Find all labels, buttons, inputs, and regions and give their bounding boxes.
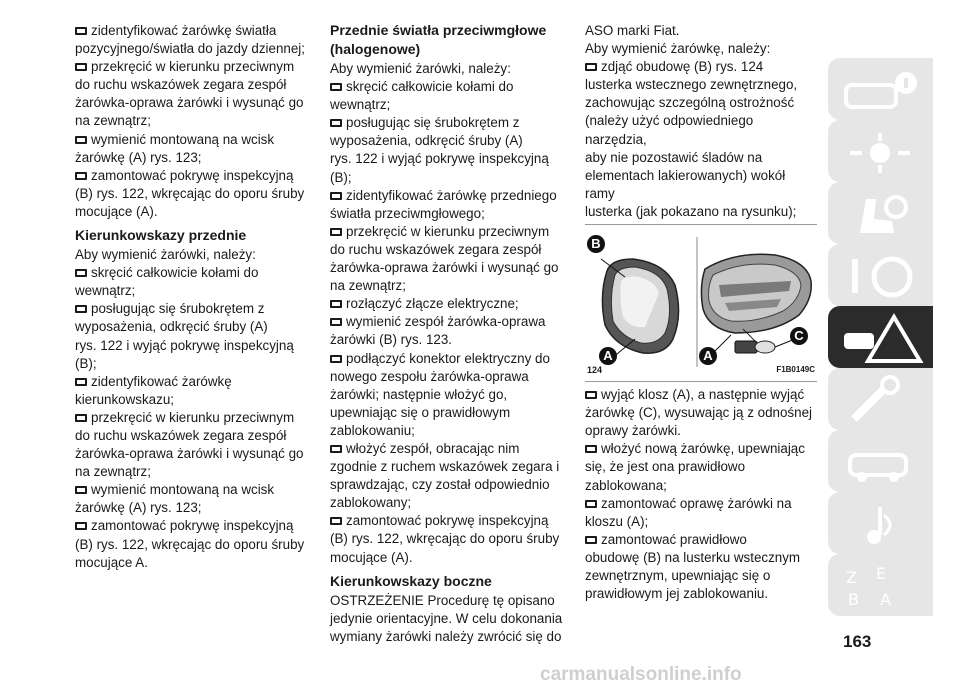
text-line: wewnątrz; [75,283,136,299]
bullet-line [75,22,307,40]
bullet-line [330,295,563,313]
svg-text:A: A [880,590,891,609]
svg-text:B: B [848,590,859,609]
page-number: 163 [843,632,872,651]
chapter-tabs [828,58,933,623]
technical-data-car-icon [840,437,924,487]
bullet-text: zamontować oprawę żarówki na [601,495,792,511]
car-info-icon [840,65,924,115]
text-line: lusterka wstecznego zewnętrznego, [585,77,798,93]
bullet-icon [330,517,342,525]
bullet-text: posługując się śrubokrętem z [346,115,520,131]
text-line: upewniając się o prawidłowym [330,404,511,420]
section-heading: Kierunkowskazy przednie [75,227,247,244]
bullet-line [75,300,307,318]
text-line: zablokowaniu; [330,422,415,438]
bullet-icon [330,228,342,236]
bullet-text: przekręcić w kierunku przeciwnym [346,223,550,239]
section-heading: Kierunkowskazy boczne [330,572,492,589]
callout-b: B [587,235,605,253]
column-3-intro [585,22,817,221]
bullet-icon [585,536,597,544]
text-line: do ruchu wskazówek zegara zespół [330,241,542,257]
text-line: żarówkę (A) rys. 123; [75,149,202,165]
text-line: prawidłowym jej zablokowaniu. [585,586,769,602]
bullet-icon [330,119,342,127]
bullet-line [585,440,817,458]
bullet-line [75,264,307,282]
text-line: żarówka-oprawa żarówki i wysunąć go [330,260,559,276]
text-line: żarówki (B) rys. 123. [330,332,453,348]
bullet-icon [75,305,87,313]
bullet-line [330,350,563,368]
text-line: mocujące (A). [75,203,158,219]
bullet-icon [75,269,87,277]
bullet-text: przekręcić w kierunku przeciwnym [91,409,295,425]
bullet-line [585,495,817,513]
bullet-line [75,167,307,185]
chapter-tab[interactable] [828,120,933,182]
text-line: OSTRZEŻENIE Procedurę tę opisano [330,592,555,608]
text-line: (B) rys. 122, wkręcając do oporu śruby [75,536,305,552]
section-heading: (halogenowe) [330,41,421,57]
text-line: ASO marki Fiat. [585,23,680,38]
text-line: światła przeciwmgłowego; [330,205,485,221]
dashboard-lights-icon [840,127,924,177]
text-line: wyposażenia, odkręcić śruby (A) [75,319,268,335]
text-line: nowego zespołu żarówka-oprawa [330,368,529,384]
bullet-text: zamontować prawidłowo [601,531,747,547]
figure-number: 124 [587,364,603,375]
airbag-seat-icon [840,189,924,239]
text-line: żarówki; następnie włożyć go, [330,386,508,402]
bullet-line [330,114,563,132]
chapter-tab[interactable] [828,306,933,368]
text-line: obudowę (B) na lusterku wstecznym [585,549,801,565]
bullet-icon [330,318,342,326]
chapter-tab[interactable] [828,368,933,430]
text-line: zablokowana; [585,477,667,493]
bullet-icon [75,486,87,494]
text-line: żarówka-oprawa żarówki i wysunąć go [75,446,304,462]
bullet-text: zdjąć obudowę (B) rys. 124 [601,59,764,75]
text-line: (B) rys. 122, wkręcając do oporu śruby [75,185,305,201]
text-line: wyposażenia, odkręcić śruby (A) [330,133,523,149]
bullet-line [585,531,817,549]
text-line: Aby wymienić żarówkę, należy: [585,41,771,57]
text-line: mocujące A. [75,554,148,570]
text-line: zablokowany; [330,495,412,511]
bullet-icon [585,500,597,508]
chapter-tab[interactable] [828,244,933,306]
text-column-1 [75,22,307,572]
bullet-line [330,440,563,458]
bullet-icon [75,378,87,386]
bullet-icon [585,63,597,71]
bullet-text: włożyć zespół, obracając nim [346,440,520,456]
bullet-icon [585,445,597,453]
bullet-line [75,517,307,535]
bullet-icon [330,355,342,363]
bullet-text: wymienić montowaną na wcisk [91,131,275,147]
bullet-icon [75,27,87,35]
steering-wheel-key-icon [840,251,924,301]
text-line: rys. 122 i wyjąć pokrywę inspekcyjną [330,151,549,167]
bullet-line [75,481,307,499]
figure-bottom-rule [585,381,817,382]
text-line: oprawy żarówki. [585,423,681,439]
maintenance-wrench-icon [840,375,924,425]
text-line: kierunkowskazu; [75,391,174,407]
bullet-icon [75,522,87,530]
svg-text:Z: Z [846,568,857,587]
bullet-line [75,409,307,427]
text-line: rys. 122 i wyjąć pokrywę inspekcyjną [75,337,294,353]
mirror-glass-drawing [602,259,678,353]
bullet-text: skręcić całkowicie kołami do [91,265,259,281]
text-line: elementach lakierowanych) wokół ramy [585,167,786,201]
text-line: sprawdzając, czy został odpowiednio [330,477,550,493]
callout-c: C [790,327,808,345]
figure-code: F1B0149C [776,364,815,374]
text-line: kloszu (A); [585,513,649,529]
bullet-text: zidentyfikować żarówkę światła [91,23,277,38]
text-line: wymiany żarówki należy zwrócić się do [330,628,562,644]
text-line: na zewnątrz; [75,113,151,129]
bullet-line [330,78,563,96]
text-line: wewnątrz; [330,97,391,113]
bullet-text: wymienić zespół żarówka-oprawa [346,314,546,330]
text-line: do ruchu wskazówek zegara zespół [75,77,287,93]
text-line: żarówkę (C), wysuwając ją z odnośnej [585,405,812,421]
bullet-line [330,512,563,530]
chapter-tab[interactable] [828,492,933,554]
text-line: żarówkę (A) rys. 123; [75,500,202,516]
breakdown-warning-icon [840,313,924,363]
bullet-icon [330,300,342,308]
bullet-text: rozłączyć złącze elektryczne; [346,296,519,312]
bullet-text: zamontować pokrywę inspekcyjną [91,518,294,534]
watermark: carmanualsonline.info [540,664,742,685]
bullet-line [75,131,307,149]
bullet-text: skręcić całkowicie kołami do [346,79,514,95]
bullet-text: posługując się śrubokrętem z [91,301,265,317]
bullet-icon [330,83,342,91]
bullet-text: zidentyfikować żarówkę przedniego [346,187,557,203]
text-line: zgodnie z ruchem wskazówek zegara i [330,459,560,475]
text-line: się, że jest ona prawidłowo [585,459,746,475]
bullet-icon [75,172,87,180]
text-line: (B); [75,355,97,371]
bullet-line [330,187,563,205]
bullet-line [75,58,307,76]
text-line: żarówka-oprawa żarówki i wysunąć go [75,95,304,111]
bullet-icon [585,391,597,399]
section-heading: Przednie światła przeciwmgłowe [330,22,547,38]
bullet-line [330,313,563,331]
text-column-3 [585,22,817,603]
multimedia-icon [840,499,924,549]
chapter-tab[interactable] [828,430,933,492]
bullet-line [585,58,817,76]
column-3-steps [585,386,817,603]
bullet-text: włożyć nową żarówkę, upewniając [601,441,805,457]
text-line: zachowując szczególną ostrożność [585,95,795,111]
bullet-line [75,373,307,391]
text-line: pozycyjnego/światła do jazdy dziennej; [75,41,306,57]
bullet-text: podłączyć konektor elektryczny do [346,350,550,366]
text-line: zewnętrznym, upewniając się o [585,567,771,583]
text-line: do ruchu wskazówek zegara zespół [75,427,287,443]
callout-a-right: A [699,347,717,365]
bullet-text: zamontować pokrywę inspekcyjną [346,513,549,529]
bullet-icon [75,63,87,71]
bullet-text: wyjąć klosz (A), a następnie wyjąć [601,387,805,403]
bullet-icon [75,414,87,422]
callout-a-left: A [599,347,617,365]
text-line: (B) rys. 122, wkręcając do oporu śruby [330,531,560,547]
text-line: (B); [330,169,352,185]
text-line: Aby wymienić żarówki, należy: [330,61,511,76]
bullet-icon [75,136,87,144]
svg-text:E: E [876,564,887,583]
text-line: aby nie pozostawić śladów na [585,149,763,165]
text-line: na zewnątrz; [330,278,406,294]
chapter-tab[interactable] [828,554,933,616]
bullet-text: przekręcić w kierunku przeciwnym [91,59,295,75]
bullet-text: zamontować pokrywę inspekcyjną [91,167,294,183]
index-letters-icon [840,561,924,611]
text-line: lusterka (jak pokazano na rysunku); [585,203,797,219]
chapter-tab[interactable] [828,182,933,244]
bullet-icon [330,192,342,200]
figure-top-rule [585,224,817,225]
text-line: jedynie orientacyjne. W celu dokonania [330,610,563,626]
bullet-line [585,386,817,404]
chapter-tab[interactable] [828,58,933,120]
bullet-text: wymienić montowaną na wcisk [91,482,275,498]
bullet-text: zidentyfikować żarówkę [91,373,232,389]
text-line: mocujące (A). [330,549,413,565]
figure-124 [585,229,817,379]
text-column-2 [330,22,563,646]
text-line: Aby wymienić żarówki, należy: [75,247,256,263]
text-line: na zewnątrz; [75,464,151,480]
bullet-icon [330,445,342,453]
bullet-line [330,223,563,241]
text-line: (należy użyć odpowiedniego narzędzia, [585,113,754,147]
